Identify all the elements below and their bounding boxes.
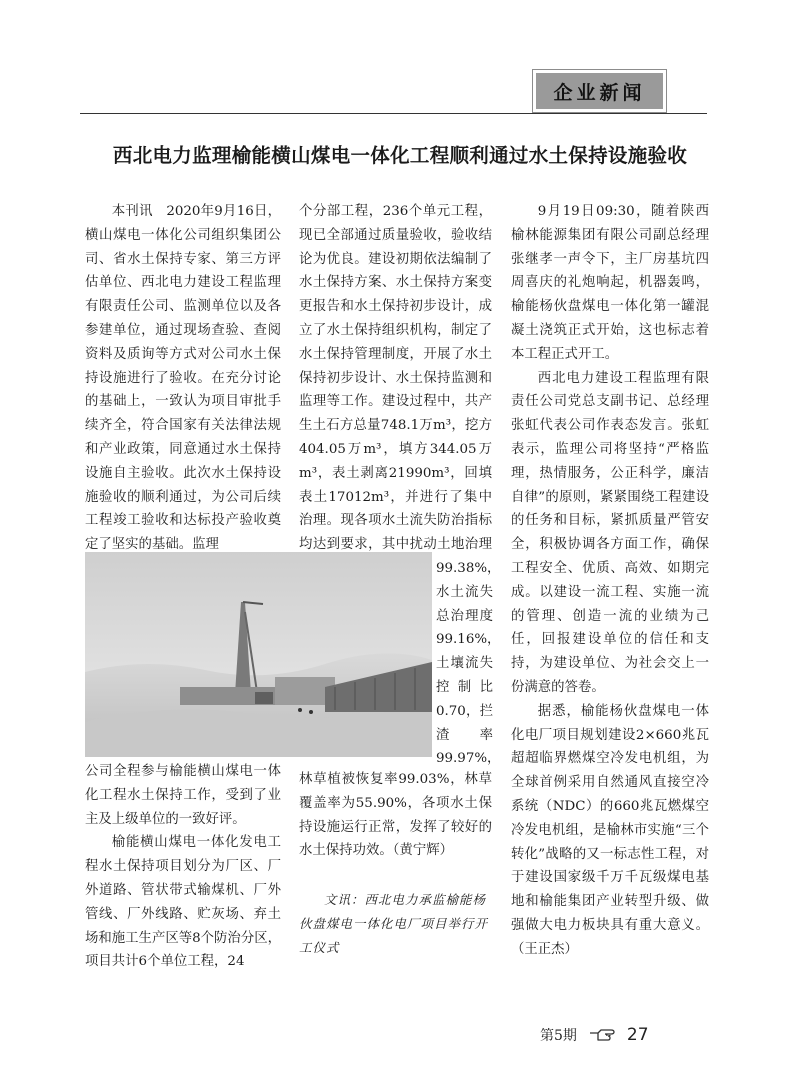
paragraph: 9月19日09:30，随着陕西榆林能源集团有限公司副总经理张继孝一声令下，主厂房基坑四周喜庆的礼炮响起，机器轰鸣，榆能杨伙盘煤电一体化第一罐混凝土浇筑正式开始，这也标志着本工程正式开工。 bbox=[511, 204, 709, 362]
article-column-1-top bbox=[85, 200, 281, 557]
page-footer bbox=[540, 1022, 649, 1048]
paragraph: 林草植被恢复率99.03%，林草覆盖率为55.90%，各项水土保持设施运行正常，发挥了较好的水土保持功效。（黄宁辉） bbox=[299, 772, 492, 859]
construction-photo bbox=[85, 552, 432, 757]
page-number: 27 bbox=[626, 1025, 649, 1045]
article-title: 西北电力监理榆能横山煤电一体化工程顺利通过水土保持设施验收 bbox=[112, 144, 688, 167]
paragraph: 公司全程参与榆能横山煤电一体化工程水土保持工作，受到了业主及上级单位的一致好评。 bbox=[85, 764, 281, 827]
issue-label: 第5期 bbox=[540, 1028, 577, 1044]
paragraph: 本刊讯 2020年9月16日，横山煤电一体化公司组织集团公司、省水土保持专家、第三方评估单位、西北电力建设工程监理有限责任公司、监测单位以及各参建单位，通过现场查验、查阅资料及质询等方式对公司水土保持设施进行了验收。在充分讨论的基础上，一致认为项目审批手续齐全，符合国家有关法律法规和产业政策，同意通过水土保持设施自主验收。此次水土保持设施验收的顺利通过，为公司后续工程竣工验收和达标投产验收奠定了坚实的基础。监理 bbox=[85, 204, 281, 553]
paragraph: 榆能横山煤电一体化发电工程水土保持项目划分为厂区、厂外道路、管状带式输煤机、厂外管线、厂外线路、贮灰场、弃土场和施工生产区等8个防治分区，项目共计6个单位工程，24 bbox=[85, 835, 281, 970]
article-column-1-bottom bbox=[85, 760, 281, 974]
article-column-2-narrow bbox=[436, 557, 501, 771]
photo-caption: 文讯：西北电力承监榆能杨伙盘煤电一体化电厂项目举行开工仪式 bbox=[299, 892, 489, 955]
article-column-2-bottom bbox=[299, 768, 492, 863]
paragraph: 个分部工程，236个单元工程，现已全部通过质量验收，验收结论为优良。建设初期依法编制了水土保持方案、水土保持方案变更报告和水土保持初步设计，成立了水土保持组织机构，制定了水土保持管理制度，开展了水土保持初步设计、水土保持监测和监理等工作。建设过程中，共产生土石方总量748.1万m³，挖方404.05万m³，填方344.05万m³，表土剥离21990m³，回填表土17012m³，并进行了集中治理。现各项水土流失防治指标均达到要求，其中扰动土地治理 bbox=[299, 204, 492, 553]
paragraph: 99.38%，水土流失总治理度99.16%，土壤流失控制比0.70，拦渣率99.97%， bbox=[436, 561, 501, 767]
paragraph: 据悉，榆能杨伙盘煤电一体化电厂项目规划建设2×660兆瓦超超临界燃煤空冷发电机组，为全球首例采用自然通风直接空冷系统（NDC）的660兆瓦燃煤空冷发电机组，是榆林市实施“三个转化”战略的又一标志性工程，对于建设国家级千万千瓦级煤电基地和榆能集团产业转型升级、做强做大电力板块具有重大意义。（王正杰） bbox=[511, 703, 709, 957]
article-column-2-top bbox=[299, 200, 492, 581]
paragraph: 西北电力建设工程监理有限责任公司党总支副书记、总经理张虹代表公司作表态发言。张虹表示，监理公司将坚持“严格监理，热情服务，公正科学，廉洁自律”的原则，紧紧围绕工程建设的任务和目标，紧抓质量严管安全，积极协调各方面工作，确保工程安全、优质、高效、如期完成。以建设一流工程、实施一流的管理、创造一流的业绩为己任，回报建设单位的信任和支持，为建设单位、为社会交上一份满意的答卷。 bbox=[511, 370, 709, 695]
pointing-hand-icon bbox=[589, 1027, 615, 1043]
article-column-3 bbox=[511, 200, 709, 962]
section-label: 企业新闻 bbox=[533, 70, 666, 112]
header-divider bbox=[80, 113, 707, 114]
